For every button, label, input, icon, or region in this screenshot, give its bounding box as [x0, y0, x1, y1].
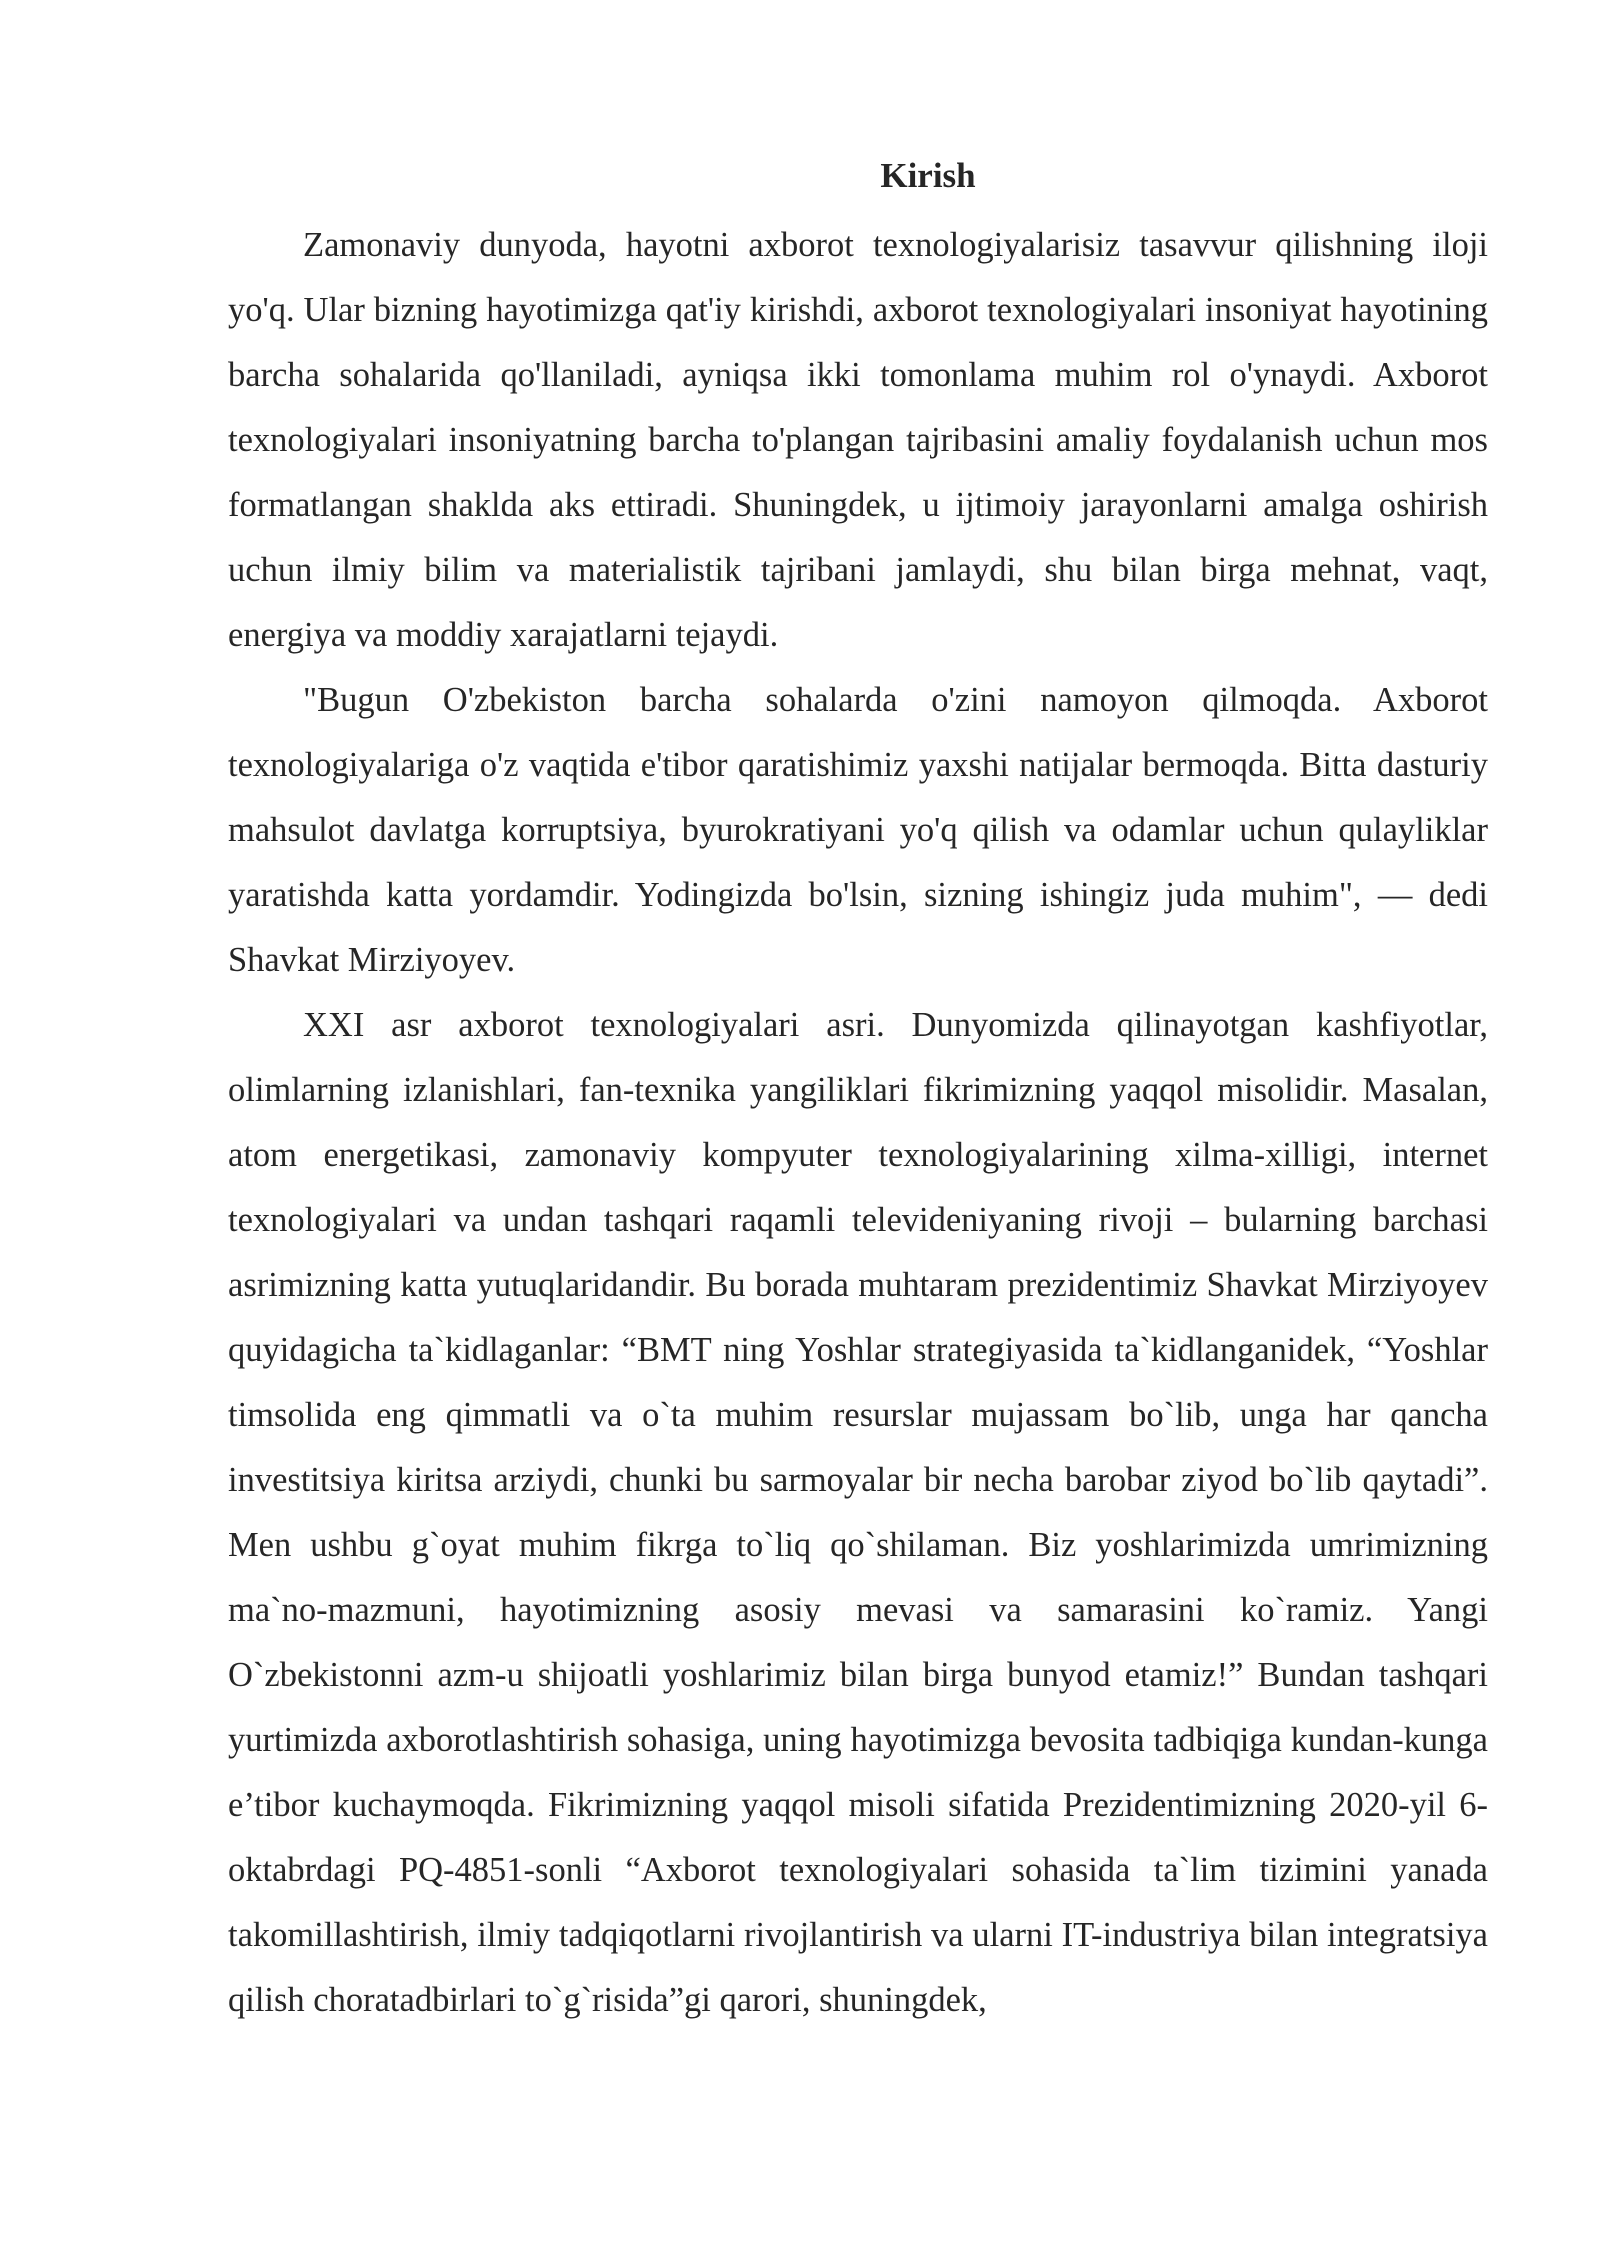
- paragraph-intro: Zamonaviy dunyoda, hayotni axborot texnologiyalarisiz tasavvur qilishning iloji yo'q. Ular bizning hayotimizga qat'iy kirishdi, axborot texnologiyalari insoniyat hayotining barcha sohalarida qo'llaniladi, ayniqsa ikki tomonlama muhim rol o'ynaydi. Axborot texnologiyalari insoniyatning barcha to'plangan tajribasini amaliy foydalanish uchun mos formatlangan shaklda aks ettiradi. Shuningdek, u ijtimoiy jarayonlarni amalga oshirish uchun ilmiy bilim va materialistik tajribani jamlaydi, shu bilan birga mehnat, vaqt, energiya va moddiy xarajatlarni tejaydi.: [228, 226, 1488, 654]
- paragraph-xxi-century: XXI asr axborot texnologiyalari asri. Dunyomizda qilinayotgan kashfiyotlar, olimlarning izlanishlari, fan-texnika yangiliklari fikrimizning yaqqol misolidir. Masalan, atom energetikasi, zamonaviy kompyuter texnologiyalarining xilma-xilligi, internet texnologiyalari va undan tashqari raqamli televideniyaning rivoji – bularning barchasi asrimizning katta yutuqlaridandir. Bu borada muhtaram prezidentimiz Shavkat Mirziyoyev quyidagicha ta`kidlaganlar: “BMT ning Yoshlar strategiyasida ta`kidlanganidek, “Yoshlar timsolida eng qimmatli va o`ta muhim resurslar mujassam bo`lib, unga har qancha investitsiya kiritsa arziydi, chunki bu sarmoyalar bir necha barobar ziyod bo`lib qaytadi”. Men ushbu g`oyat muhim fikrga to`liq qo`shilaman. Biz yoshlarimizda umrimizning ma`no-mazmuni, hayotimizning asosiy mevasi va samarasini ko`ramiz. Yangi O`zbekistonni azm-u shijoatli yoshlarimiz bilan birga bunyod etamiz!” Bundan tashqari yurtimizda axborotlashtirish sohasiga, uning hayotimizga bevosita tadbiqiga kundan-kunga e’tibor kuchaymoqda. Fikrimizning yaqqol misoli sifatida Prezidentimizning 2020-yil 6-oktabrdagi PQ-4851-sonli “Axborot texnologiyalari sohasida ta`lim tizimini yanada takomillashtirish, ilmiy tadqiqotlarni rivojlantirish va ularni IT-industriya bilan integratsiya qilish choratadbirlari to`g`risida”gi qarori, shuningdek,: [228, 1006, 1488, 2019]
- section-title: Kirish: [880, 156, 976, 195]
- paragraph-quote: "Bugun O'zbekiston barcha sohalarda o'zini namoyon qilmoqda. Axborot texnologiyalariga o'z vaqtida e'tibor qaratishimiz yaxshi natijalar bermoqda. Bitta dasturiy mahsulot davlatga korruptsiya, byurokratiyani yo'q qilish va odamlar uchun qulayliklar yaratishda katta yordamdir. Yodingizda bo'lsin, sizning ishingiz juda muhim", — dedi Shavkat Mirziyoyev.: [228, 681, 1488, 979]
- document-body: [228, 148, 1488, 2033]
